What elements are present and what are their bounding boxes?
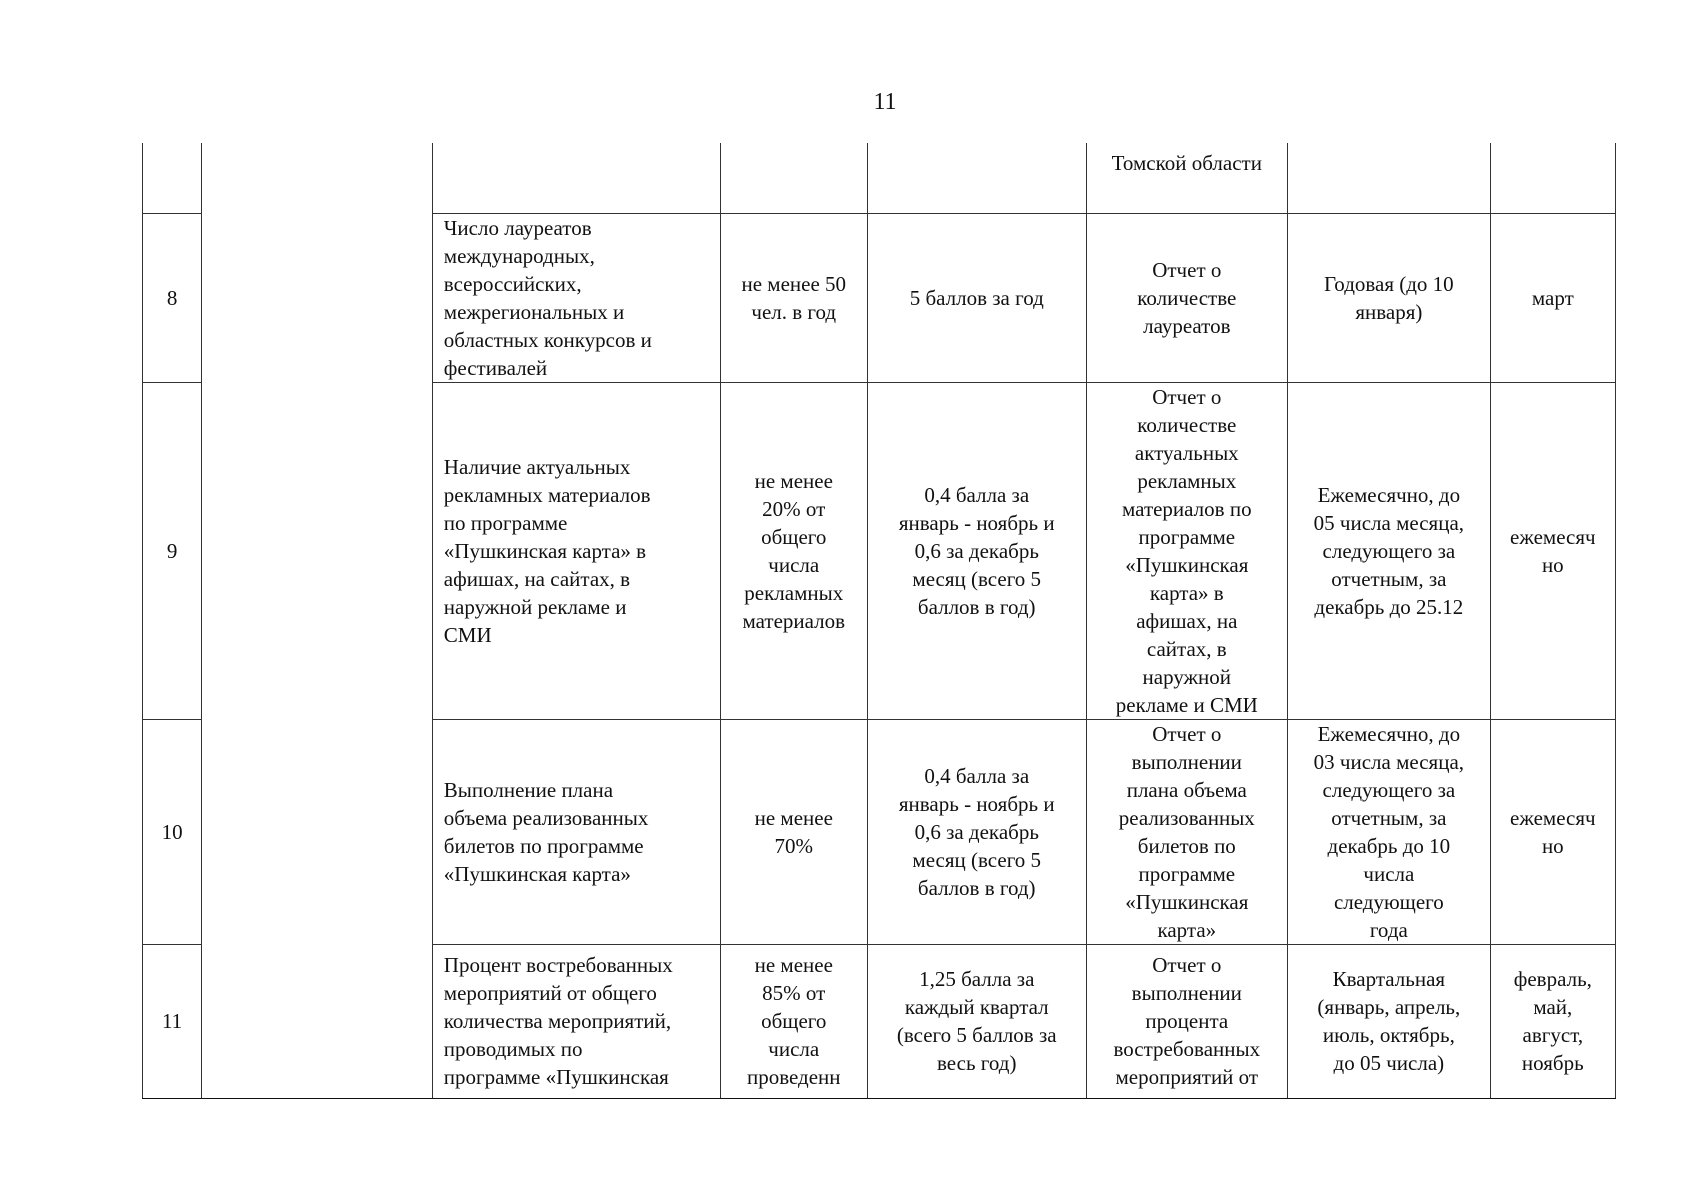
deadline-cell: ежемесяч но [1490,719,1615,944]
deadline-cell: февраль, май, август, ноябрь [1490,944,1615,1098]
report-cell: Отчет о выполнении процента востребованных мероприятий от [1086,944,1288,1098]
target-value-cell: не менее 50 чел. в год [720,213,867,382]
report-cell: Томской области [1086,143,1288,213]
deadline-cell: март [1490,213,1615,382]
target-value-cell: не менее 20% от общего числа рекламных материалов [720,382,867,719]
indicator-cell [432,143,720,213]
frequency-cell: Ежемесячно, до 05 числа месяца, следующего за отчетным, за декабрь до 25.12 [1288,382,1491,719]
row-number-cell: 10 [143,719,202,944]
target-value-cell [720,143,867,213]
frequency-cell: Годовая (до 10 января) [1288,213,1491,382]
target-value-cell: не менее 70% [720,719,867,944]
deadline-cell [1490,143,1615,213]
indicator-cell: Наличие актуальных рекламных материалов по программе «Пушкинская карта» в афишах, на сайтах, в наружной рекламе и СМИ [432,382,720,719]
frequency-cell: Квартальная (январь, апрель, июль, октябрь, до 05 числа) [1288,944,1491,1098]
score-cell: 1,25 балла за каждый квартал (всего 5 баллов за весь год) [867,944,1086,1098]
row-number-cell: 8 [143,213,202,382]
report-cell: Отчет о количестве актуальных рекламных материалов по программе «Пушкинская карта» в афишах, на сайтах, в наружной рекламе и СМИ [1086,382,1288,719]
table-row [143,143,1616,213]
row-number-cell: 11 [143,944,202,1098]
merged-empty-column [202,143,433,1098]
indicator-cell: Число лауреатов международных, всероссийских, межрегиональных и областных конкурсов и фестивалей [432,213,720,382]
deadline-cell: ежемесяч но [1490,382,1615,719]
report-cell: Отчет о выполнении плана объема реализованных билетов по программе «Пушкинская карта» [1086,719,1288,944]
target-value-cell: не менее 85% от общего числа проведенн [720,944,867,1098]
score-cell [867,143,1086,213]
frequency-cell: Ежемесячно, до 03 числа месяца, следующего за отчетным, за декабрь до 10 числа следующего года [1288,719,1491,944]
indicator-cell: Выполнение плана объема реализованных билетов по программе «Пушкинская карта» [432,719,720,944]
score-cell: 0,4 балла за январь - ноябрь и 0,6 за декабрь месяц (всего 5 баллов в год) [867,719,1086,944]
row-number-cell: 9 [143,382,202,719]
score-cell: 0,4 балла за январь - ноябрь и 0,6 за декабрь месяц (всего 5 баллов в год) [867,382,1086,719]
score-cell: 5 баллов за год [867,213,1086,382]
report-cell: Отчет о количестве лауреатов [1086,213,1288,382]
page-number: 11 [873,89,897,115]
indicator-cell: Процент востребованных мероприятий от общего количества мероприятий, проводимых по программе «Пушкинская [432,944,720,1098]
row-number-cell [143,143,202,213]
frequency-cell [1288,143,1491,213]
criteria-table [142,143,1616,1099]
